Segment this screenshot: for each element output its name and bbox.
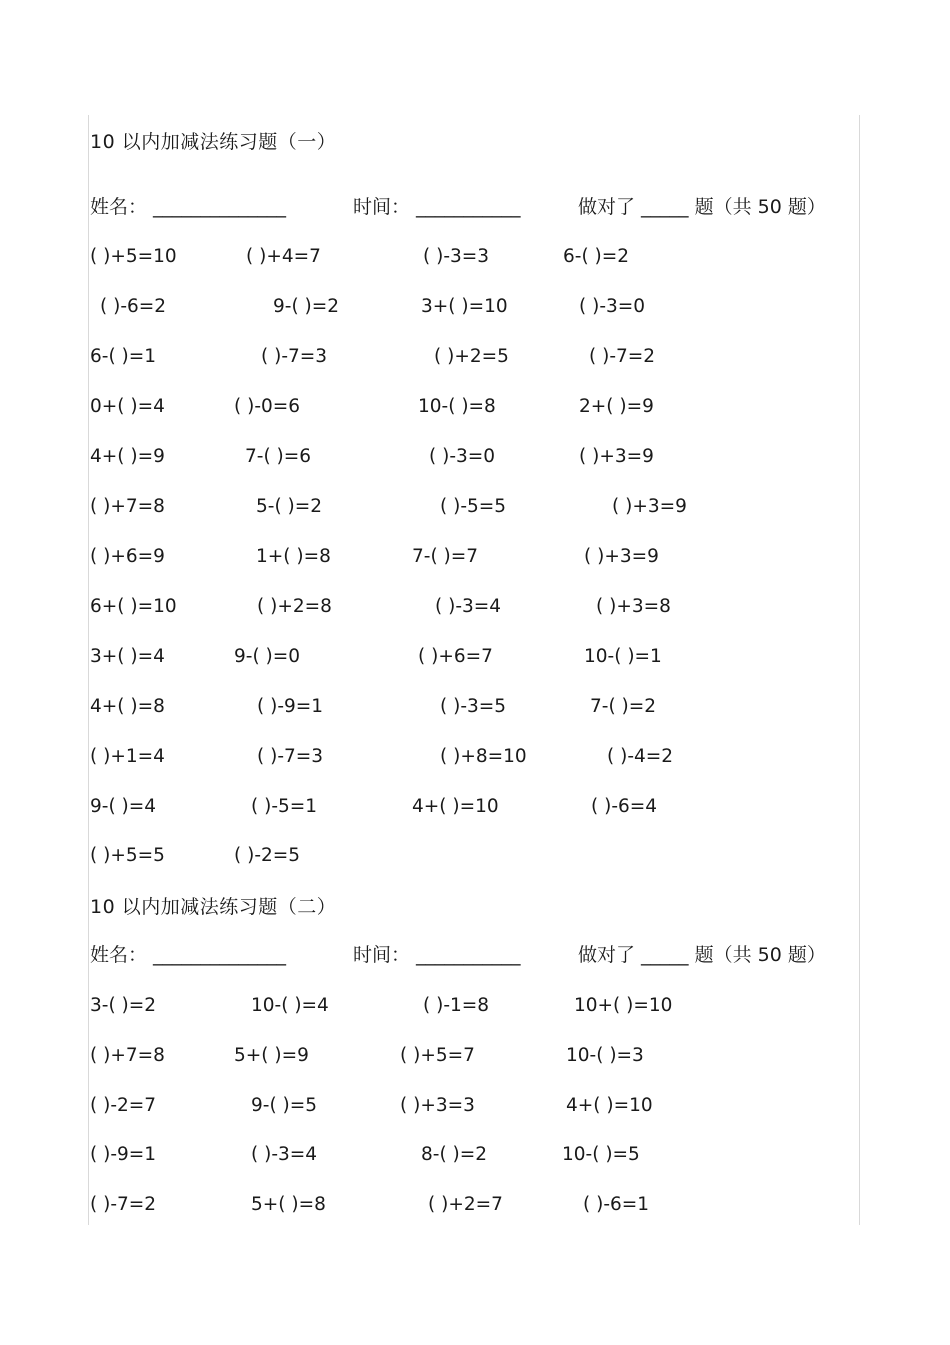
math-problem: ( )+2=8: [257, 596, 332, 617]
problem-row: [0, 296, 900, 320]
name-field-label: 姓名： ______________: [90, 944, 287, 966]
math-problem: ( )+2=7: [428, 1194, 503, 1215]
math-problem: ( )+4=7: [246, 246, 321, 267]
math-problem: ( )-3=0: [579, 296, 646, 317]
math-problem: ( )-3=5: [440, 696, 507, 717]
math-problem: ( )-5=1: [251, 796, 318, 817]
math-problem: 3+( )=10: [421, 296, 508, 317]
math-problem: ( )-4=2: [607, 746, 674, 767]
problem-row: [0, 596, 900, 620]
score-field-label: 做对了 _____ 题（共 50 题）: [578, 196, 826, 218]
math-problem: ( )+5=7: [400, 1045, 475, 1066]
problem-row: [0, 546, 900, 570]
math-problem: ( )-9=1: [257, 696, 324, 717]
problem-row: [0, 696, 900, 720]
time-field-label: 时间： ___________: [353, 196, 521, 218]
math-problem: 5-( )=2: [256, 496, 323, 517]
math-problem: ( )+3=9: [612, 496, 687, 517]
math-problem: ( )+7=8: [90, 496, 165, 517]
math-problem: ( )-5=5: [440, 496, 507, 517]
math-problem: 1+( )=8: [256, 546, 331, 567]
problem-row: [0, 446, 900, 470]
math-problem: ( )-2=7: [90, 1095, 157, 1116]
problem-row: [0, 496, 900, 520]
time-field-label: 时间： ___________: [353, 944, 521, 966]
math-problem: 9-( )=0: [234, 646, 301, 667]
math-problem: ( )-7=2: [589, 346, 656, 367]
math-problem: ( )+5=5: [90, 845, 165, 866]
math-problem: 7-( )=6: [245, 446, 312, 467]
section-2-title: 10 以内加减法练习题（二）: [90, 896, 337, 918]
problem-row: [0, 1095, 900, 1119]
problem-row: [0, 396, 900, 420]
math-problem: 10-( )=4: [251, 995, 329, 1016]
math-problem: 2+( )=9: [579, 396, 654, 417]
math-problem: 4+( )=10: [566, 1095, 653, 1116]
math-problem: 10+( )=10: [574, 995, 673, 1016]
math-problem: 8-( )=2: [421, 1144, 488, 1165]
problem-row: [0, 246, 900, 270]
math-problem: ( )+6=9: [90, 546, 165, 567]
math-problem: 6+( )=10: [90, 596, 177, 617]
math-problem: 4+( )=8: [90, 696, 165, 717]
math-problem: ( )+6=7: [418, 646, 493, 667]
math-problem: 9-( )=4: [90, 796, 157, 817]
math-problem: ( )+2=5: [434, 346, 509, 367]
math-problem: ( )+3=3: [400, 1095, 475, 1116]
math-problem: 5+( )=9: [234, 1045, 309, 1066]
math-problem: 5+( )=8: [251, 1194, 326, 1215]
math-problem: ( )-6=2: [100, 296, 167, 317]
problem-row: [0, 1194, 900, 1218]
math-problem: ( )-9=1: [90, 1144, 157, 1165]
problem-row: [0, 845, 900, 869]
math-problem: 10-( )=5: [562, 1144, 640, 1165]
math-problem: ( )-7=3: [257, 746, 324, 767]
math-problem: 10-( )=8: [418, 396, 496, 417]
section-2-info-line: [90, 940, 850, 966]
score-field-label: 做对了 _____ 题（共 50 题）: [578, 944, 826, 966]
math-problem: 7-( )=7: [412, 546, 479, 567]
name-field-label: 姓名： ______________: [90, 196, 287, 218]
math-problem: ( )+7=8: [90, 1045, 165, 1066]
math-problem: ( )+3=9: [579, 446, 654, 467]
math-problem: ( )-7=3: [261, 346, 328, 367]
math-problem: ( )-3=4: [251, 1144, 318, 1165]
problem-row: [0, 646, 900, 670]
math-problem: 0+( )=4: [90, 396, 165, 417]
math-problem: 10-( )=1: [584, 646, 662, 667]
problem-row: [0, 1144, 900, 1168]
math-problem: ( )-0=6: [234, 396, 301, 417]
math-problem: ( )+3=9: [584, 546, 659, 567]
math-problem: 3-( )=2: [90, 995, 157, 1016]
math-problem: ( )-1=8: [423, 995, 490, 1016]
math-problem: ( )+5=10: [90, 246, 177, 267]
math-problem: 4+( )=9: [90, 446, 165, 467]
math-problem: ( )-3=0: [429, 446, 496, 467]
math-problem: 10-( )=3: [566, 1045, 644, 1066]
math-problem: 6-( )=1: [90, 346, 157, 367]
math-problem: ( )+8=10: [440, 746, 527, 767]
math-problem: ( )-7=2: [90, 1194, 157, 1215]
problem-row: [0, 796, 900, 820]
problem-row: [0, 1045, 900, 1069]
problem-row: [0, 346, 900, 370]
math-problem: ( )+3=8: [596, 596, 671, 617]
math-problem: 4+( )=10: [412, 796, 499, 817]
math-problem: 9-( )=5: [251, 1095, 318, 1116]
math-problem: ( )-3=3: [423, 246, 490, 267]
section-1-info-line: [90, 192, 850, 218]
problem-row: [0, 746, 900, 770]
math-problem: ( )-3=4: [435, 596, 502, 617]
problem-row: [0, 995, 900, 1019]
math-problem: ( )-2=5: [234, 845, 301, 866]
math-problem: 3+( )=4: [90, 646, 165, 667]
math-problem: 7-( )=2: [590, 696, 657, 717]
math-problem: ( )+1=4: [90, 746, 165, 767]
math-problem: ( )-6=1: [583, 1194, 650, 1215]
section-1-title: 10 以内加减法练习题（一）: [90, 131, 337, 153]
math-problem: 9-( )=2: [273, 296, 340, 317]
math-problem: ( )-6=4: [591, 796, 658, 817]
math-problem: 6-( )=2: [563, 246, 630, 267]
